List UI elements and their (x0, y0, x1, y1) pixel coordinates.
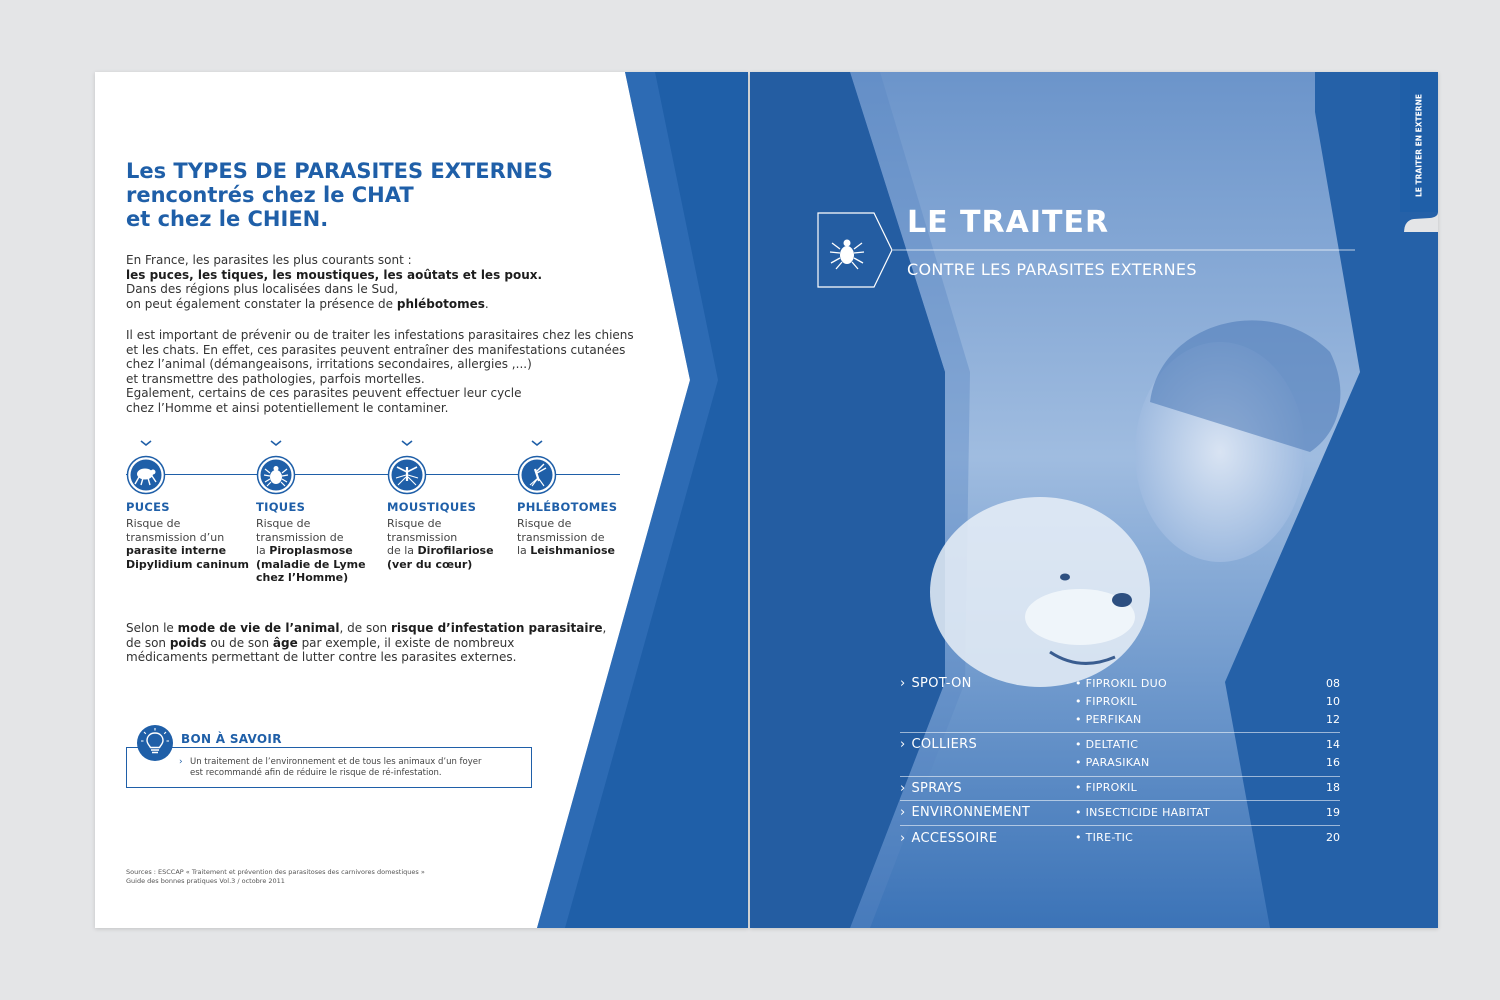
tab-label-holder (1408, 92, 1430, 202)
intro-paragraph: En France, les parasites les plus courants sont : les puces, les tiques, les moustiques, les aoûtats et les poux. Dans des régions plus localisées dans le Sud, on peut également constater la présence de phlébotomes. (126, 253, 543, 311)
parasite-description: Risque de transmission d’un parasite interne Dipylidium caninum (126, 517, 249, 571)
parasite-name: MOUSTIQUES (387, 500, 477, 514)
parasite-description: Risque de transmission de la Leishmaniose (517, 517, 615, 557)
toc-page-number: 16 (1326, 756, 1340, 769)
toc-item[interactable]: • TIRE-TIC (1075, 831, 1134, 844)
chevron-right-icon: › (900, 781, 906, 796)
bon-a-savoir-label: BON À SAVOIR (181, 732, 282, 746)
treatment-paragraph: Selon le mode de vie de l’animal, de son risque d’infestation parasitaire, de son poids ou de son âge par exemple, il existe de nombreux médicaments permettant de lutter contre les parasites externes. (126, 621, 607, 664)
chevron-down-icon (530, 439, 544, 447)
toc-item[interactable]: • INSECTICIDE HABITAT (1075, 806, 1211, 819)
parasite-name: TIQUES (256, 500, 306, 514)
toc-page-number: 12 (1326, 713, 1340, 726)
toc-page-number: 10 (1326, 695, 1340, 708)
sources-footnote: Sources : ESCCAP « Traitement et prévention des parasitoses des carnivores domestiques » Guide des bonnes pratiques Vol.3 / octobre 2011 (126, 868, 425, 885)
parasite-name: PHLÉBOTOMES (517, 500, 618, 514)
toc-page-number: 20 (1326, 831, 1340, 844)
section-subtitle: CONTRE LES PARASITES EXTERNES (907, 260, 1197, 279)
mosquito-icon (387, 455, 427, 495)
chevron-right-icon: › (900, 805, 906, 820)
toc-page-number: 19 (1326, 806, 1340, 819)
right-page (750, 72, 1438, 928)
bon-a-savoir-text: Un traitement de l’environnement et de tous les animaux d’un foyer est recommandé afin de réduire le risque de ré-infestation. (190, 757, 482, 778)
toc-item[interactable]: • FIPROKIL (1075, 695, 1138, 708)
chevron-down-icon (400, 439, 414, 447)
toc-category[interactable]: › SPRAYS (900, 781, 962, 796)
toc-item[interactable]: • PERFIKAN (1075, 713, 1142, 726)
section-title: LE TRAITER (907, 205, 1110, 240)
tick-emblem-icon (817, 212, 893, 288)
tab-label: LE TRAITER EN EXTERNE (1414, 94, 1424, 197)
toc-category[interactable]: › COLLIERS (900, 737, 978, 752)
toc-page-number: 14 (1326, 738, 1340, 751)
toc-category[interactable]: › ACCESSOIRE (900, 831, 998, 846)
toc-page-number: 08 (1326, 677, 1340, 690)
toc-page-number: 18 (1326, 781, 1340, 794)
tick-icon (256, 455, 296, 495)
toc-divider (900, 776, 1340, 777)
chevron-down-icon (269, 439, 283, 447)
toc-divider (900, 800, 1340, 801)
chevron-right-icon: › (900, 737, 906, 752)
left-page (95, 72, 748, 928)
toc-item[interactable]: • FIPROKIL DUO (1075, 677, 1167, 690)
chevron-right-icon: › (900, 831, 906, 846)
bon-a-savoir-box (126, 724, 532, 788)
toc-item[interactable]: • FIPROKIL (1075, 781, 1138, 794)
toc-divider (900, 732, 1340, 733)
chevron-right-icon: › (179, 757, 183, 767)
brochure-spread (95, 72, 1438, 928)
toc-divider (900, 825, 1340, 826)
chevron-right-icon: › (900, 676, 906, 691)
page-title: Les TYPES DE PARASITES EXTERNES rencontrés chez le CHAT et chez le CHIEN. (126, 159, 553, 231)
parasite-name: PUCES (126, 500, 170, 514)
parasite-description: Risque de transmission de la Dirofilariose (ver du cœur) (387, 517, 494, 571)
parasite-description: Risque de transmission de la Piroplasmose (maladie de Lyme chez l’Homme) (256, 517, 366, 584)
risk-paragraph: Il est important de prévenir ou de traiter les infestations parasitaires chez les chiens et les chats. En effet, ces parasites peuvent entraîner des manifestations cutanées chez l’animal (démangeaisons, irritations secondaires, allergies ,...) et transmettre des pathologies, parfois mortelles. Egalement, certains de ces parasites peuvent effectuer leur cycle chez l’Homme et ainsi potentiellement le contaminer. (126, 328, 634, 415)
flea-icon (126, 455, 166, 495)
sandfly-icon (517, 455, 557, 495)
toc-item[interactable]: • PARASIKAN (1075, 756, 1150, 769)
toc-category[interactable]: › SPOT-ON (900, 676, 972, 691)
chevron-down-icon (139, 439, 153, 447)
toc-item[interactable]: • DELTATIC (1075, 738, 1139, 751)
lightbulb-icon (136, 724, 174, 762)
toc-category[interactable]: › ENVIRONNEMENT (900, 805, 1031, 820)
